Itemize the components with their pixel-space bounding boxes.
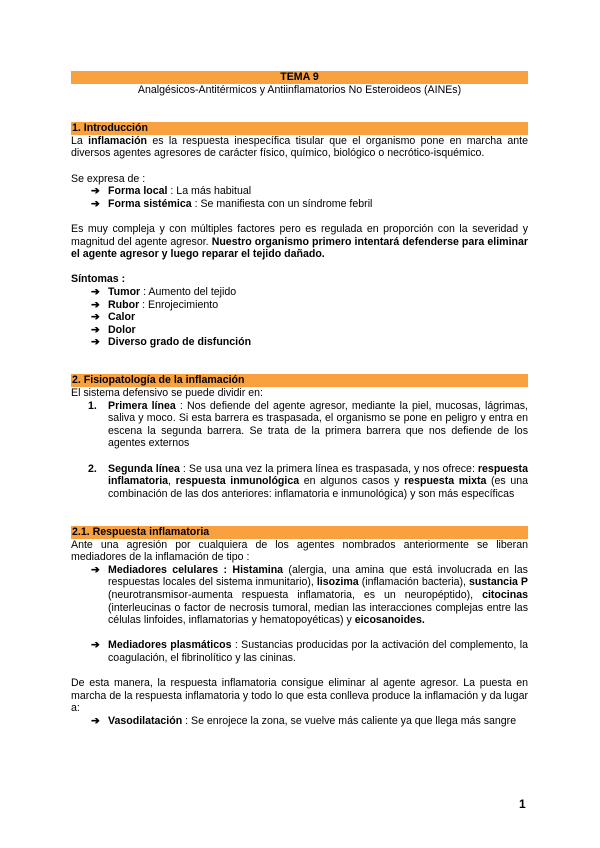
section-heading-introduccion: 1. Introducción xyxy=(71,122,528,135)
vasodilatacion-item: ➔ Vasodilatación : Se enrojece la zona, se vuelve más caliente ya que llega más sangre xyxy=(91,714,517,727)
item-label: Tumor xyxy=(108,285,141,298)
bold-text: lisozima xyxy=(316,576,359,589)
bold-text: citocinas xyxy=(482,588,528,601)
list-item xyxy=(71,198,528,211)
section-heading-respuesta-inflamatoria: 2.1. Respuesta inflamatoria xyxy=(71,526,528,539)
bold-text: Primera línea xyxy=(108,399,176,412)
arrow-icon: ➔ xyxy=(91,197,100,210)
text-run: es la respuesta inespecífica tisular que el organismo pone en marcha ante diversos agentes agresores de carácter físico, químico, biológico o necrótico-isquémico. xyxy=(71,134,529,160)
fisiopatologia-intro: El sistema defensivo se puede dividir en: xyxy=(71,387,263,400)
text-run: : Se usa una vez la primera línea es traspasada, y nos ofrece: xyxy=(179,462,478,475)
bold-text: Mediadores celulares : Histamina xyxy=(108,563,284,576)
text-run: Es muy compleja y con múltiples factores pero es regulada en proporción con la severidad y magnitud del agente agresor. xyxy=(71,222,528,248)
item-description: : Aumento del tejido xyxy=(140,285,237,298)
arrow-icon: ➔ xyxy=(91,639,100,652)
list-item xyxy=(71,311,528,324)
bold-text: Segunda línea xyxy=(108,462,180,475)
bold-text: inflamación xyxy=(88,134,148,147)
item-description: : Enrojecimiento xyxy=(139,298,219,311)
page-number: 1 xyxy=(519,797,526,811)
bold-text: respuesta mixta xyxy=(404,475,487,488)
document-title: TEMA 9 xyxy=(71,71,528,84)
text-run: en algunos casos y xyxy=(299,475,405,488)
defense-line-item: 1. Primera línea : Nos defiende del agente agresor, mediante la piel, mucosas, lágrimas, saliva y moco. Si esta barrera es traspasada, el organismo se pone en peligro y entra en escena la segunda barrera. Se trata de la primera barrera que nos defiende de los agentes externos xyxy=(88,399,528,450)
bold-text: respuesta inflamatoria xyxy=(108,462,528,488)
text-run: , xyxy=(168,475,176,488)
item-label: Rubor xyxy=(108,298,140,311)
list-item xyxy=(71,185,528,198)
arrow-icon: ➔ xyxy=(91,298,100,311)
text-run: (interleucinas o factor de necrosis tumoral, median las interacciones complejas entre las células linfoides, inflamatorias y hematopoyéticas) y xyxy=(108,601,528,627)
sintomas-label: Síntomas : xyxy=(71,273,126,286)
expresa-label: Se expresa de : xyxy=(71,172,146,185)
arrow-icon: ➔ xyxy=(91,185,100,198)
list-item xyxy=(71,299,528,312)
document-page xyxy=(71,71,528,728)
list-item xyxy=(71,324,528,337)
bold-text: sustancia P xyxy=(469,576,528,589)
intro-paragraph xyxy=(71,135,528,160)
mediadores-item xyxy=(71,564,528,627)
text-run: (alergia, una amina que está involucrada en las respuestas locales del sistema inmunitario), xyxy=(108,563,528,589)
defense-line-item: 2. Segunda línea : Se usa una vez la primera línea es traspasada, y nos ofrece: respuesta inflamatoria, respuesta inmunológica en algunos casos y respuesta mixta (es una combinación de las dos anteriores: inflamatoria e inmunológica) y son más específicas xyxy=(88,462,529,500)
forms-list xyxy=(71,185,528,210)
text-run: La xyxy=(71,134,89,147)
item-description: : La más habitual xyxy=(167,185,252,198)
document-subtitle: Analgésicos-Antitérmicos y Antiinflamatorios No Esteroideos (AINEs) xyxy=(137,84,462,96)
respuesta-paragraph: De esta manera, la respuesta inflamatoria consigue eliminar al agente agresor. La puesta en marcha de la respuesta inflamatoria y todo lo que esta conlleva produce la inflamación y da lugar a: xyxy=(71,677,528,715)
text-run: (es una combinación de las dos anteriores: inflamatoria e inmunológica) y son más específicas xyxy=(108,475,529,500)
respuesta-intro: Ante una agresión por cualquiera de los agentes nombrados anteriormente se liberan mediadores de la inflamación de tipo : xyxy=(71,538,528,564)
text-run: (inflamación bacteria), xyxy=(358,576,470,589)
item-label: Diverso grado de disfunción xyxy=(108,336,252,349)
arrow-icon: ➔ xyxy=(91,336,100,349)
bold-text: respuesta inmunológica xyxy=(175,475,300,488)
list-item xyxy=(71,286,528,299)
item-label: Forma local xyxy=(108,185,168,198)
mediadores-list xyxy=(71,564,528,665)
list-item xyxy=(71,336,528,349)
bold-text: eicosanoides. xyxy=(354,614,425,627)
complexity-paragraph xyxy=(71,223,528,261)
arrow-icon: ➔ xyxy=(91,563,100,576)
text-run: : Nos defiende del agente agresor, mediante la piel, mucosas, lágrimas, saliva y moco. Si esta barrera es traspasada, el organismo se pone en peligro y entra en escena la segunda barrera. Se trata de la primera barrera que nos defiende de los agentes externos xyxy=(108,399,528,450)
bold-text: Nuestro organismo primero intentará defenderse para eliminar el agente agresor y luego reparar el tejido dañado. xyxy=(71,235,529,261)
text-run: (neurotransmisor-aumenta respuesta inflamatoria, es un neuropéptido), xyxy=(108,588,483,601)
defense-lines-list xyxy=(71,400,528,501)
item-label: Forma sistémica xyxy=(108,197,192,210)
arrow-icon: ➔ xyxy=(91,323,100,336)
mediadores-item xyxy=(71,639,528,664)
item-description: : Se manifiesta con un síndrome febril xyxy=(191,197,373,210)
item-label: Dolor xyxy=(108,323,136,336)
arrow-icon: ➔ xyxy=(91,285,100,298)
vasodilatacion-list xyxy=(71,715,528,728)
bold-text: Mediadores plasmáticos xyxy=(108,639,232,652)
arrow-icon: ➔ xyxy=(91,714,100,727)
arrow-icon: ➔ xyxy=(91,311,100,324)
item-label: Calor xyxy=(108,311,136,324)
sintomas-list xyxy=(71,286,528,349)
text-run: : Sustancias producidas por la activación del complemento, la coagulación, el fibrinolítico y las cininas. xyxy=(108,639,528,664)
section-heading-fisiopatologia: 2. Fisiopatología de la inflamación xyxy=(71,374,528,387)
